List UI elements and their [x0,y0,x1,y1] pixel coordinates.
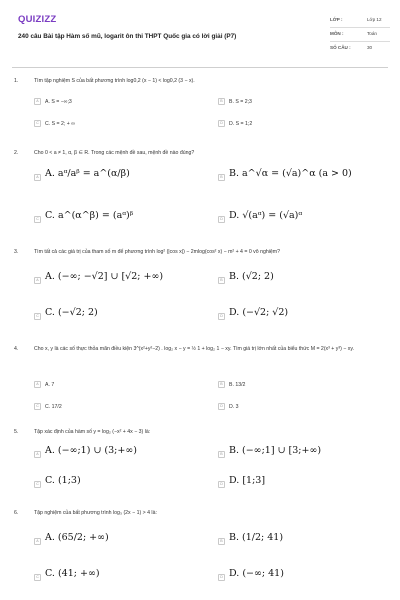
option-letter-box: C [34,216,41,223]
option-a[interactable] [34,379,204,393]
question-number: 3. [14,249,19,255]
option-d[interactable] [218,401,388,415]
option-text: B. (−∞;1] ∪ [3;+∞) [229,445,322,456]
question-text: Tìm tất cả các giá trị của tham số m để phương trình log² (|cos x|) − 2mlog(cos² x) − m² + 4 = 0 vô nghiệm? [34,249,280,255]
option-b[interactable] [218,530,388,544]
option-letter-box: A [34,98,41,105]
option-d[interactable] [218,566,388,580]
option-letter-box: B [218,381,225,388]
meta-class-row [330,14,390,28]
question-text: Cho 0 < a ≠ 1, α, β ∈ R. Trong các mệnh đề sau, mệnh đề nào đúng? [34,150,195,156]
option-text: C. a^(α^β) = (aᵅ)ᵝ [45,210,134,221]
option-text: D. (−√2; √2) [229,307,289,318]
document-title: 240 câu Bài tập Hàm số mũ, logarit ôn thi THPT Quốc gia có lời giải (P7) [18,33,237,40]
option-b[interactable] [218,96,388,110]
option-a[interactable] [34,530,204,544]
option-letter-box: D [218,313,225,320]
option-letter-box: B [218,174,225,181]
option-d[interactable] [218,118,388,132]
option-text: C. (−√2; 2) [45,307,98,318]
option-text: D. 3 [229,404,239,410]
option-letter-box: D [218,481,225,488]
option-text: B. S = 2;3 [229,99,252,105]
quizizz-logo: QUIZIZZ [18,14,57,25]
option-text: D. √(aᵅ) = (√a)ᵅ [229,210,303,221]
meta-count-value: 30 [367,45,373,50]
option-letter-box: D [218,574,225,581]
question-text: Cho x, y là các số thực thỏa mãn điều kiện 3^(x²+y²−2) . log₂ x − y = ½ 1 + log₂ 1 − xy. Tìm giá trị lớn nhất của biểu thức M = 2(x³ + y³) − xy. [34,346,354,352]
option-b[interactable] [218,269,388,283]
option-c[interactable] [34,566,204,580]
option-b[interactable] [218,443,388,457]
option-text: A. 7 [45,382,55,388]
option-letter-box: A [34,174,41,181]
option-text: D. [1;3] [229,475,266,486]
question-number: 1. [14,78,19,84]
question-number: 5. [14,429,19,435]
meta-count-row [330,42,390,56]
option-a[interactable] [34,269,204,283]
option-d[interactable] [218,305,388,319]
option-c[interactable] [34,118,204,132]
option-letter-box: C [34,120,41,127]
option-c[interactable] [34,401,204,415]
option-d[interactable] [218,208,388,222]
meta-subject-label: MÔN : [330,31,344,36]
meta-class-value: Lớp 12 [367,17,382,22]
option-text: A. (65/2; +∞) [45,532,109,543]
option-letter-box: A [34,451,41,458]
option-letter-box: D [218,120,225,127]
question-number: 6. [14,510,19,516]
option-text: A. S = −∞;3 [45,99,72,105]
question-text: Tập nghiệm của bất phương trình log₃ (2x − 1) > 4 là: [34,510,157,516]
option-text: B. (1/2; 41) [229,532,284,543]
option-text: A. (−∞;1) ∪ (3;+∞) [45,445,137,456]
worksheet-header [0,0,400,66]
option-a[interactable] [34,96,204,110]
option-text: A. (−∞; −√2] ∪ [√2; +∞) [45,271,164,282]
option-letter-box: C [34,403,41,410]
option-letter-box: A [34,381,41,388]
question-text: Tìm tập nghiệm S của bất phương trình log0,2 (x − 1) < log0,2 (3 − x). [34,78,195,84]
option-b[interactable] [218,379,388,393]
question-number: 4. [14,346,19,352]
option-text: C. S = 2; + ∞ [45,121,75,127]
meta-class-label: LỚP : [330,17,343,22]
option-d[interactable] [218,473,388,487]
option-letter-box: B [218,277,225,284]
option-a[interactable] [34,166,204,180]
option-text: C. (41; +∞) [45,568,100,579]
option-c[interactable] [34,305,204,319]
meta-count-label: SỐ CÂU : [330,45,351,50]
option-text: D. (−∞; 41) [229,568,284,579]
option-letter-box: C [34,313,41,320]
option-letter-box: D [218,403,225,410]
option-letter-box: B [218,98,225,105]
option-text: C. (1;3) [45,475,81,486]
option-text: B. a^√α = (√a)^α (a > 0) [229,168,352,179]
option-letter-box: C [34,574,41,581]
question-text: Tập xác định của hàm số y = log₂ (−x² + 4x − 3) là: [34,429,151,435]
option-letter-box: B [218,451,225,458]
option-text: D. S = 1;2 [229,121,253,127]
header-divider [12,67,388,68]
meta-subject-row [330,28,390,42]
option-text: C. 17/2 [45,404,62,410]
meta-panel [330,14,390,56]
option-letter-box: A [34,538,41,545]
option-text: B. 13/2 [229,382,246,388]
option-letter-box: A [34,277,41,284]
option-b[interactable] [218,166,388,180]
meta-subject-value: Toán [367,31,377,36]
option-text: B. (√2; 2) [229,271,274,282]
option-c[interactable] [34,208,204,222]
option-letter-box: D [218,216,225,223]
option-a[interactable] [34,443,204,457]
option-text: A. aᵅ/aᵝ = a^(α/β) [45,168,130,179]
question-number: 2. [14,150,19,156]
option-letter-box: B [218,538,225,545]
option-c[interactable] [34,473,204,487]
option-letter-box: C [34,481,41,488]
